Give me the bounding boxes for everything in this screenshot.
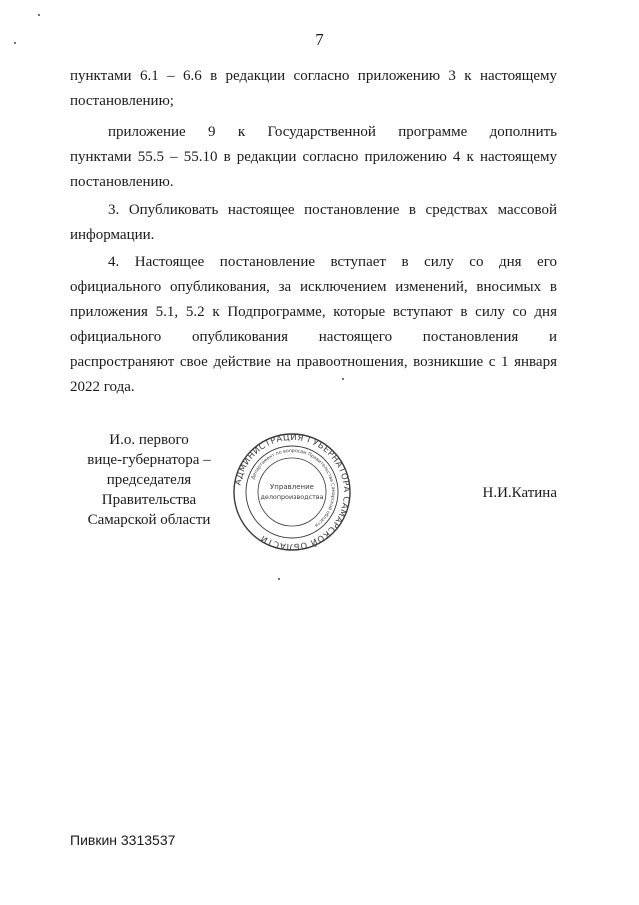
text-line: постановлению; — [70, 93, 174, 109]
scan-speck — [38, 14, 40, 16]
seal-middle-text: Департамент по вопросам Правительства Самарской области — [251, 448, 336, 528]
text-line: пунктами 6.1 – 6.6 в редакции согласно приложению 3 к настоящему — [70, 68, 557, 84]
paragraph-4 — [70, 250, 557, 400]
text-line: информации. — [70, 227, 155, 243]
signatory-name: Н.И.Катина — [482, 485, 557, 501]
signatory-title-line: председателя Правительства — [101, 472, 197, 508]
scan-speck — [14, 42, 16, 44]
text-line: пунктами 55.5 – 55.10 в редакции согласно приложению 4 к настоящему — [70, 149, 557, 165]
official-seal — [232, 432, 352, 552]
signatory-title — [60, 430, 238, 530]
text-line: 2022 года. — [70, 379, 135, 395]
paragraph-2 — [70, 120, 557, 195]
seal-inner-line: делопроизводства — [260, 493, 324, 501]
seal-inner-line: Управление — [270, 483, 314, 491]
text-line: 3. Опубликовать настоящее постановление в средствах массовой — [108, 202, 557, 218]
text-line: официального опубликования, за исключением изменений, вносимых в — [70, 279, 557, 295]
text-line: 4. Настоящее постановление вступает в силу со дня его — [108, 254, 557, 270]
text-line: приложение 9 к Государственной программе дополнить — [108, 124, 557, 140]
signatory-title-line: вице-губернатора – — [87, 452, 211, 468]
scan-speck — [278, 578, 280, 580]
paragraph-3 — [70, 198, 557, 248]
text-line: постановлению. — [70, 174, 174, 190]
paragraph-1 — [70, 64, 557, 114]
seal-outer-text: АДМИНИСТРАЦИЯ ГУБЕРНАТОРА САМАРСКОЙ ОБЛАСТИ — [232, 432, 352, 552]
text-line: официального опубликования настоящего постановления и — [70, 329, 557, 345]
page-number: 7 — [315, 30, 324, 49]
executor-info: Пивкин 3313537 — [70, 832, 176, 848]
text-line: приложения 5.1, 5.2 к Подпрограмме, которые вступают в силу со дня — [70, 304, 557, 320]
signatory-title-line: И.о. первого — [109, 432, 189, 448]
scan-speck — [342, 378, 344, 380]
signatory-title-line: Самарской области — [87, 512, 211, 528]
text-line: распространяют свое действие на правоотношения, возникшие с 1 января — [70, 354, 557, 370]
